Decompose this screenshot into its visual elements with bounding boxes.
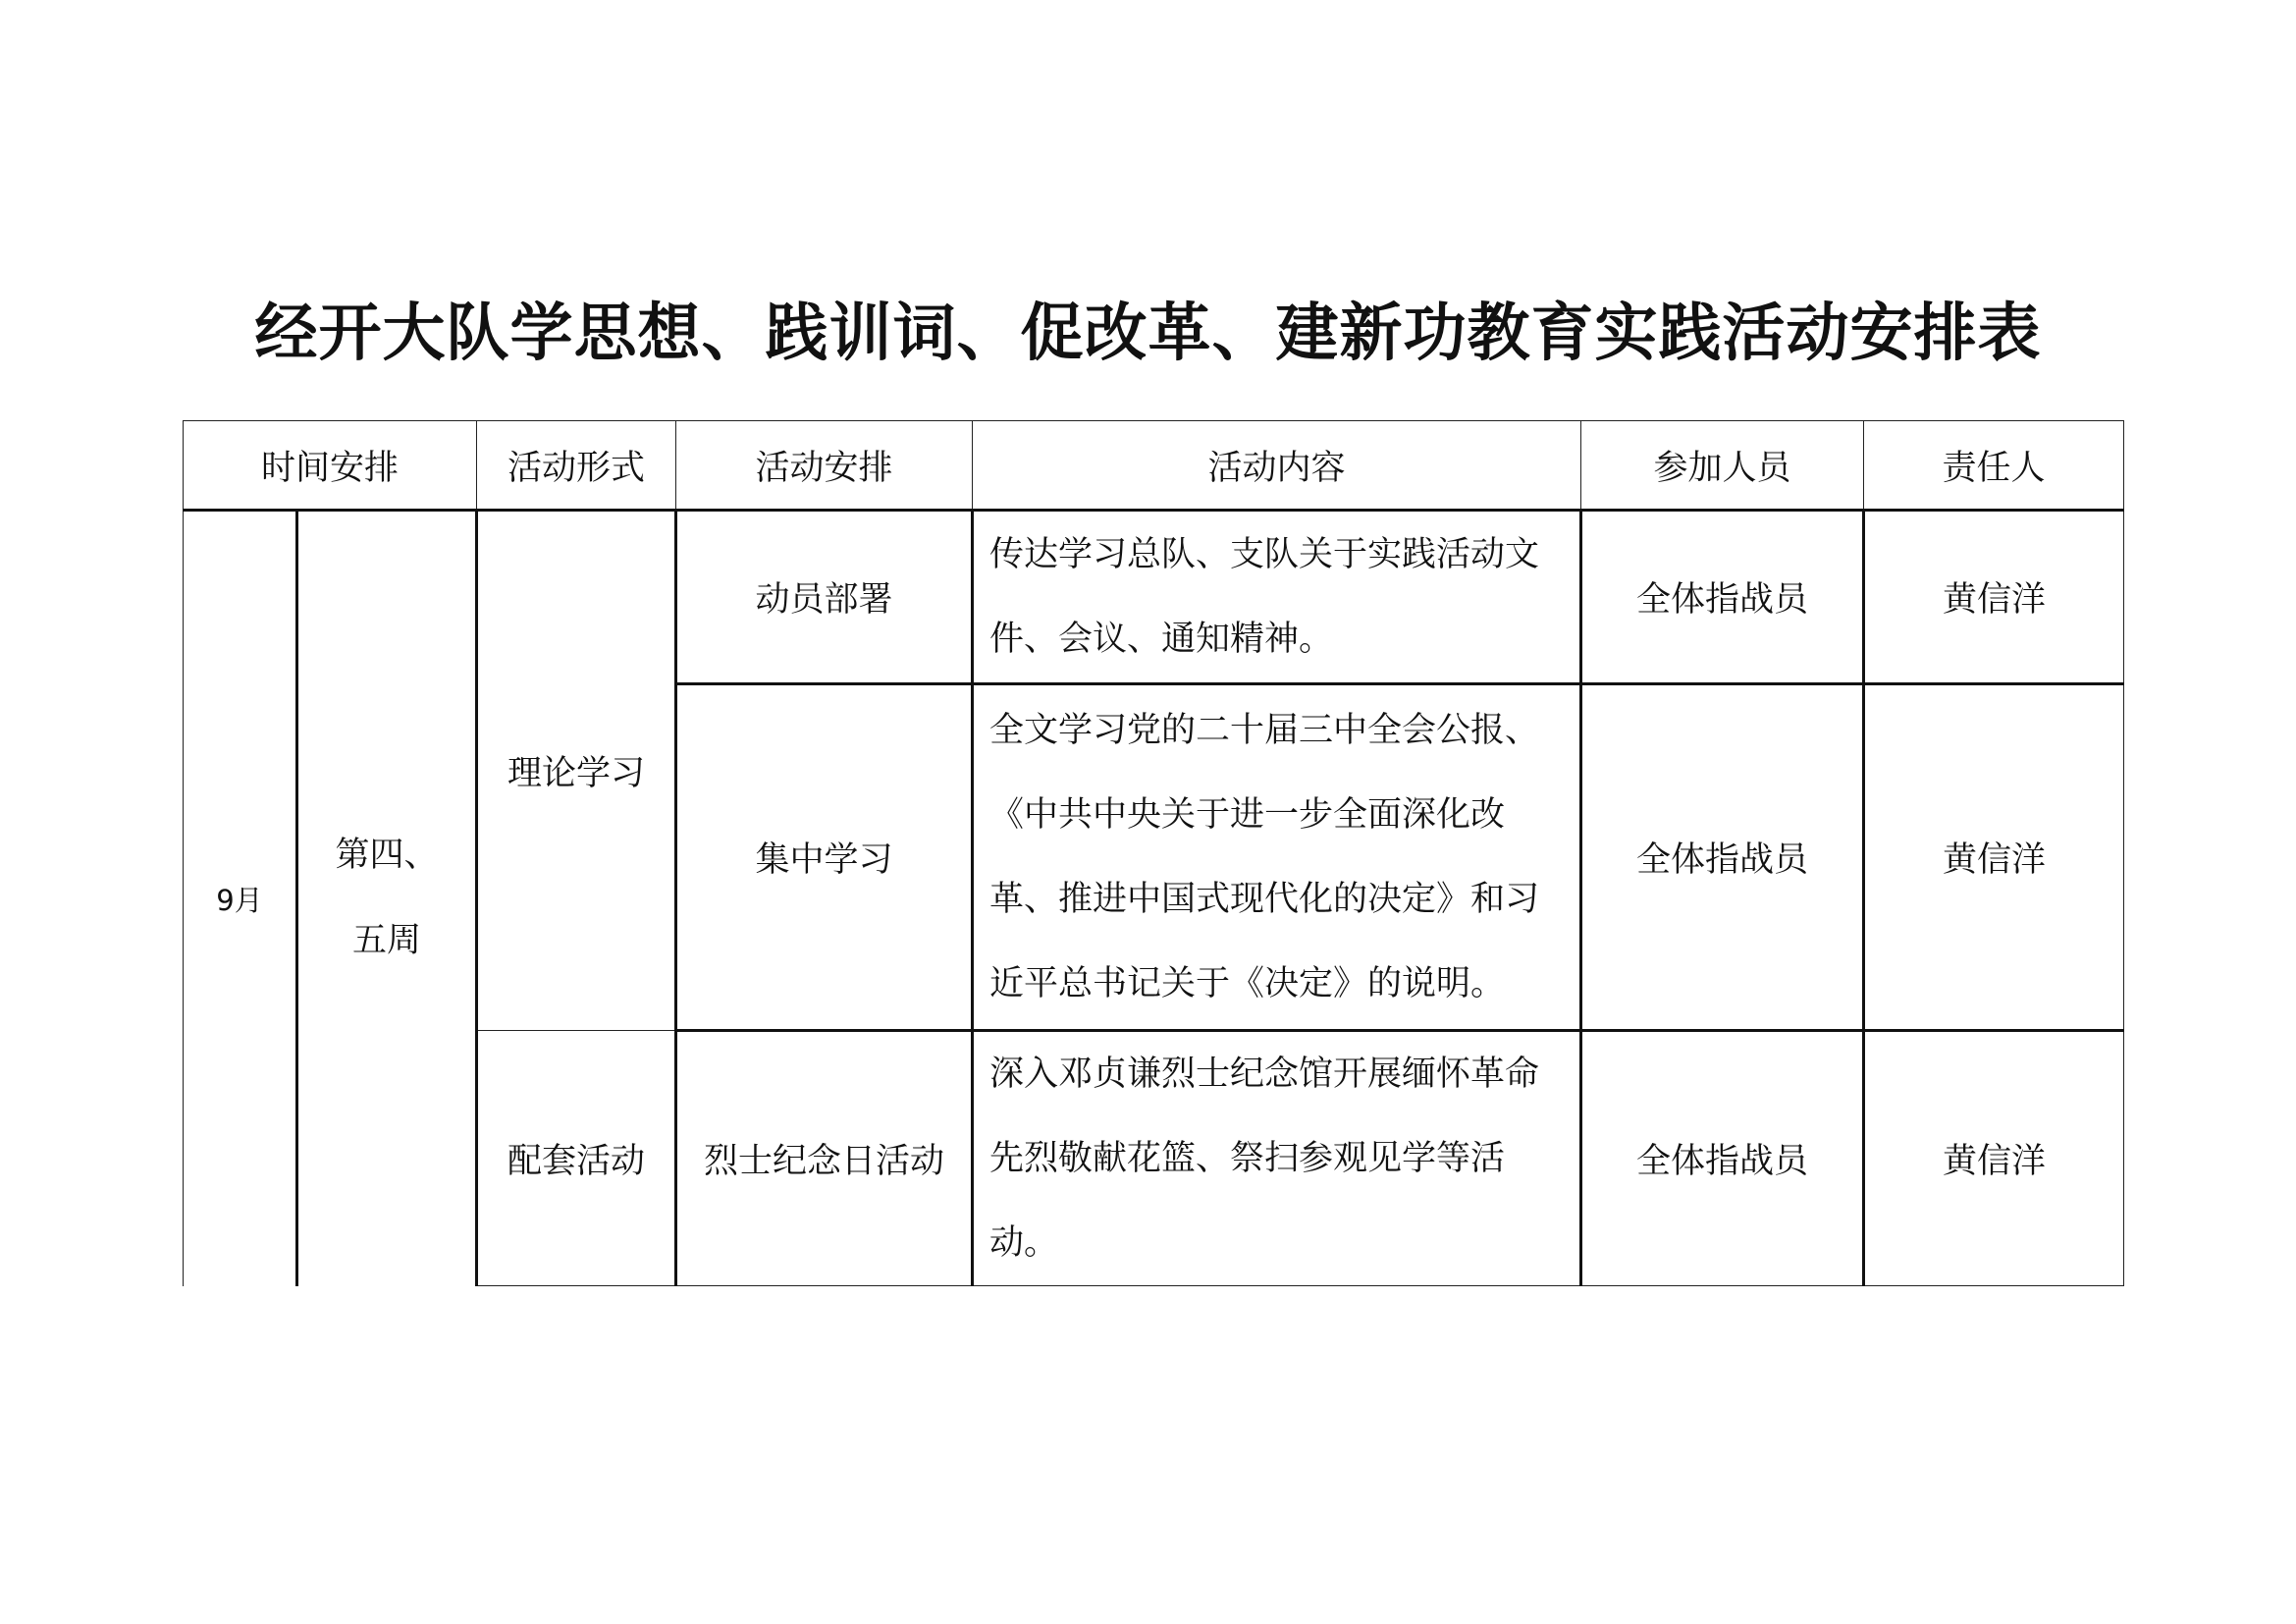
schedule-table bbox=[183, 420, 2124, 1286]
arrangement-cell: 集中学习 bbox=[676, 684, 973, 1031]
header-form: 活动形式 bbox=[477, 421, 676, 511]
content-cell: 全文学习党的二十届三中全会公报、《中共中央关于进一步全面深化改革、推进中国式现代化的决定》和习近平总书记关于《决定》的说明。 bbox=[973, 684, 1581, 1031]
content-cell: 深入邓贞谦烈士纪念馆开展缅怀革命先烈敬献花篮、祭扫参观见学等活动。 bbox=[973, 1031, 1581, 1286]
form-cell-theory: 理论学习 bbox=[477, 511, 676, 1031]
header-time: 时间安排 bbox=[184, 421, 477, 511]
document-title: 经开大队学思想、践训词、促改革、建新功教育实践活动安排表 bbox=[254, 297, 2042, 370]
form-cell-supporting: 配套活动 bbox=[477, 1031, 676, 1286]
participants-cell: 全体指战员 bbox=[1581, 684, 1864, 1031]
header-responsible: 责任人 bbox=[1864, 421, 2124, 511]
week-cell bbox=[297, 511, 477, 1286]
arrangement-cell: 烈士纪念日活动 bbox=[676, 1031, 973, 1286]
content-cell: 传达学习总队、支队关于实践活动文件、会议、通知精神。 bbox=[973, 511, 1581, 684]
responsible-cell: 黄信洋 bbox=[1864, 1031, 2124, 1286]
table-row bbox=[184, 511, 2124, 684]
arrangement-cell: 动员部署 bbox=[676, 511, 973, 684]
participants-cell: 全体指战员 bbox=[1581, 1031, 1864, 1286]
header-participants: 参加人员 bbox=[1581, 421, 1864, 511]
header-row bbox=[184, 421, 2124, 511]
week-label: 第四、五周 bbox=[335, 836, 439, 961]
header-content: 活动内容 bbox=[973, 421, 1581, 511]
header-arrangement: 活动安排 bbox=[676, 421, 973, 511]
participants-cell: 全体指战员 bbox=[1581, 511, 1864, 684]
month-cell: 9月 bbox=[184, 511, 297, 1286]
responsible-cell: 黄信洋 bbox=[1864, 684, 2124, 1031]
responsible-cell: 黄信洋 bbox=[1864, 511, 2124, 684]
